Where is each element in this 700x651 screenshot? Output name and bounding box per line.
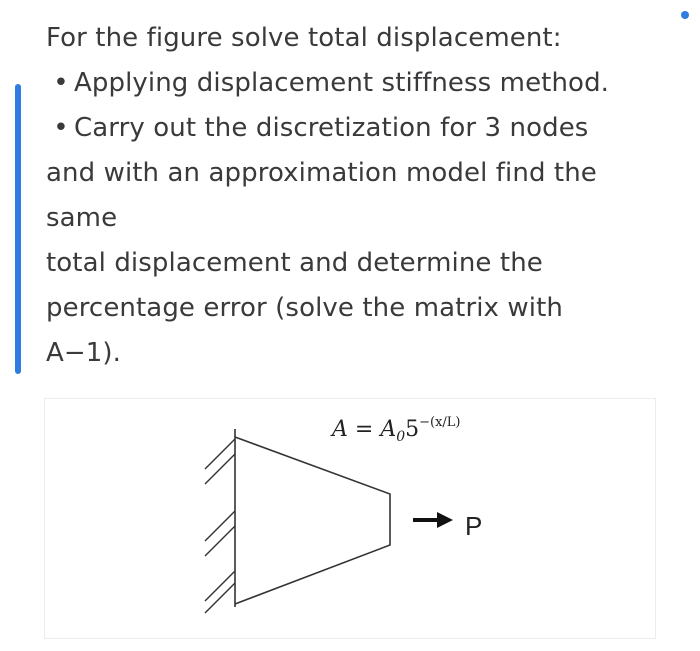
formula-subscript: 0 <box>396 429 406 445</box>
question-line: A−1). <box>46 338 122 368</box>
bullet-text: Applying displacement stiffness method. <box>74 68 610 98</box>
question-line: total displacement and determine the <box>46 248 543 278</box>
wall-hatching <box>205 439 235 613</box>
question-line: For the figure solve total displacement: <box>46 23 562 53</box>
question-line: and with an approximation model find the <box>46 158 597 188</box>
formula-equals: = <box>347 417 381 442</box>
tapered-bar-outline <box>235 437 390 604</box>
bullet-icon: • <box>53 68 69 98</box>
formula-a0: A <box>380 417 397 442</box>
question-line: percentage error (solve the matrix with <box>46 293 563 323</box>
load-label: P <box>465 511 483 541</box>
formula-base: 5 <box>405 417 420 442</box>
question-line: same <box>46 203 118 233</box>
bullet-text: Carry out the discretization for 3 nodes <box>74 113 589 143</box>
formula-lhs: A <box>332 417 348 442</box>
load-arrow-head <box>437 512 453 528</box>
bullet-item-discretization <box>46 106 686 151</box>
quote-bar <box>15 84 21 374</box>
bullet-item-stiffness <box>46 61 686 106</box>
bullet-icon: • <box>53 113 69 143</box>
area-formula <box>332 415 461 445</box>
formula-exponent: −(x/L) <box>419 415 461 430</box>
question-text <box>46 16 686 376</box>
tapered-bar-figure <box>44 398 656 639</box>
